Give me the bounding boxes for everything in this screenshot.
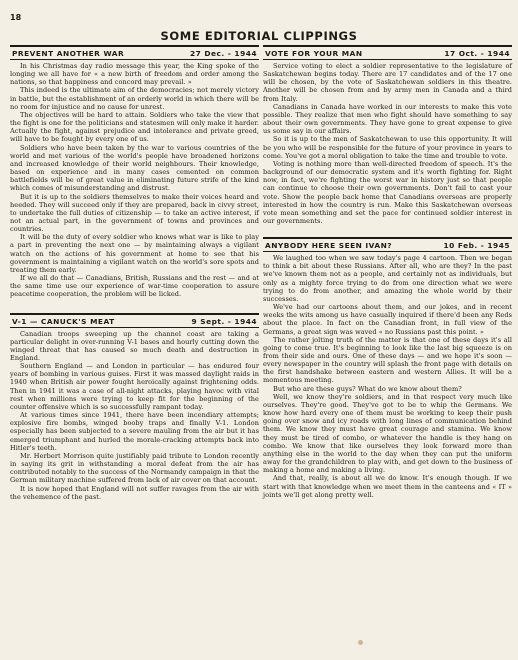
article-paragraph: Canadian troops sweeping up the channel coast are taking a particular delight in over-running V-1 bases and hourly cutting down the winged threat that has caused so much death and destruction in England. — [10, 329, 259, 362]
article-header — [10, 315, 259, 328]
article-date: 17 Oct. - 1944 — [444, 49, 510, 58]
article-header — [10, 47, 259, 60]
article-paragraph: Well, we know they're soldiers, and in that respect very much like ourselves. They're good. They've got to be to whip the Germans. We know how hard every one of them must be working to keep their push going over snow and icy roads with long lines of communication behind them. We know they must have great courage and stamina. We know they must be tired of combo, or whatever the handle is they hang on combo. We know that like ourselves they look forward more than anything else in the world to the day when they can put the uniform away for the grandchildren to play with, and get down to the business of making a home and making a living. — [263, 392, 512, 475]
paper-mark — [358, 640, 363, 645]
article-paragraph: So it is up to the men of Saskatchewan to use this opportunity. It will be you who will be responsible for the future of your province in years to come. You've got a moral obligation to take the time and trouble to vote. — [263, 135, 512, 160]
article-date: 27 Dec. - 1944 — [190, 49, 257, 58]
article-paragraph: And that, really, is about all we do know. It's enough though. If we start with that knowledge when we meet them in the canteens and « IT » joints we'll get along pretty well. — [263, 474, 512, 499]
article-paragraph: Southern England — and London in particular — has endured four years of bombing in various guises. First it was massed daylight raids in 1940 when British air power fought heroically against frightening odds. Then in 1941 it was a case of all-night attacks, playing havoc with vital rest when millions were trying to keep fit for the beginning of the counter offensive which is so successfully rampant today. — [10, 362, 259, 411]
article-title: VOTE FOR YOUR MAN — [265, 49, 363, 58]
article-paragraph: In his Christmas day radio message this year, the King spoke of the longing we all have for « a new birth of freedom and order among the nations, so that happiness and concord may prevail. » — [10, 62, 259, 87]
article — [263, 45, 512, 225]
article — [263, 237, 512, 499]
article-paragraph: But it is up to the soldiers themselves to make their voices heard and heeded. They will succeed only if they are prepared, back in civvy street, to undertake the full duties of citizenship — to take an active interest, if not an actual part, in the government of towns and provinces and countries. — [10, 192, 259, 234]
left-column — [10, 45, 259, 508]
article-paragraph: Soldiers who have been taken by the war to various countries of the world and met various of the world's people have broadened horizons and increased knowledge of their world neighbours. Their knowledge, based on experience and in many cases cemented on common battlefields will be of great value in eliminating future strife of the kind which comes of misunderstanding and distrust. — [10, 143, 259, 193]
article-paragraph: Mr. Herbert Morrison quite justifiably paid tribute to London recently in saying its grit in withstanding a moral defeat from the air has contributed notably to the success of the Normandy campaign in that the German military machine suffered from lack of air cover on that account. — [10, 451, 259, 485]
article-paragraph: The objectives will be hard to attain. Soldiers who take the view that the fight is one for the politicians and statesmen will only make it harder. Actually the fight, against prejudice and intolerance and private greed, will have to be fought by every one of us. — [10, 110, 259, 144]
article — [10, 45, 259, 299]
page-title: SOME EDITORIAL CLIPPINGS — [160, 29, 358, 43]
article-paragraph: At various times since 1941, there have been incendiary attempts; explosive fire bombs, winged booby traps and finally V-1. London especially has been subjected to a severe mauling from the air but it has emerged triumphant and hurled the morale-cracking attempts back into Hitler's teeth. — [10, 411, 259, 452]
article-paragraph: It will be the duty of every soldier who knows what war is like to play a part in preventing the next one — by maintaining always a vigilant watch on the actions of his government at home to see that his government is maintaining a vigilant watch on the world's sore spots and treating them early. — [10, 233, 259, 274]
article-paragraph: It is now hoped that England will not suffer ravages from the air with the vehemence of the past. — [10, 484, 259, 501]
article-paragraph: This indeed is the ultimate aim of the democracies; not merely victory in battle, but the establishment of an orderly world in which there will be no room for injustice and no cause for unrest. — [10, 86, 259, 111]
article-date: 9 Sept. - 1944 — [191, 316, 257, 326]
article-paragraph: The rather jolting truth of the matter is that one of these days it's all going to come true. It's beginning to look like the last big squeeze is on from their side and ours. One of these days — and we hope it's soon — every newspaper in the country will splash the front page with details on the first handshake between eastern and western Allies. It will be a momentous meeting. — [263, 335, 512, 385]
article-paragraph: We've had our cartoons about them, and our jokes, and in recent weeks the wits among us have casually inquired if there'd been any Reds about the place. In fact on the Canadian front, in full view of the Germans, a great sign was waved « no Russians past this point. » — [263, 303, 512, 336]
article-title: ANYBODY HERE SEEN IVAN? — [265, 241, 393, 251]
article-paragraph: Voting is nothing more than well-directed freedom of speech. It's the background of our democratic system and it's worth fighting for. Right now, in fact, we're fighting the worst war in history just so that people can continue to choose their own governments. Don't fail to cast your vote. Show the people back home that Canadians overseas are properly interested in how the country is run. Make this Saskatchewan overseas vote mean something and set the pace for continued soldier interest in our governments. — [263, 159, 512, 225]
article-paragraph: We laughed too when we saw today's page 4 cartoon. Then we began to think a bit about these Russians. After all, who are they? In the past we've known them not as a people, and certainly not as individuals, but only as a mighty force trying to do from one direction what we were trying to do from another, and amazing the whole world by their successes. — [263, 254, 512, 303]
article — [10, 313, 259, 501]
article-header — [263, 47, 512, 60]
article-date: 10 Feb. - 1945 — [443, 241, 510, 251]
page-number: 18 — [10, 13, 22, 22]
article-paragraph: But who are these guys? What do we know about them? — [273, 384, 462, 393]
article-title: V-1 — CANUCK'S MEAT — [12, 316, 115, 326]
article-title: PREVENT ANOTHER WAR — [12, 49, 125, 58]
article-paragraph: If we all do that — Canadians, British, Russians and the rest — and at the same time use our experience of war-time cooperation to assure peacetime cooperation, the problem will be licked. — [10, 274, 259, 299]
right-column — [263, 45, 512, 506]
article-paragraph: Canadians in Canada have worked in our interests to make this vote possible. They realize that men who fight should have something to say about their own governments. They have gone to great expense to give us some say in our affairs. — [263, 102, 512, 136]
article-paragraph: Service voting to elect a soldier representative to the legislature of Saskatchewan begins today. There are 17 candidates and of the 17 one will be chosen, by the vote of Saskatchewan soldiers in this theatre. Another will be chosen from and by army men in Canada and a third from Italy. — [263, 62, 512, 103]
article-header — [263, 239, 512, 252]
